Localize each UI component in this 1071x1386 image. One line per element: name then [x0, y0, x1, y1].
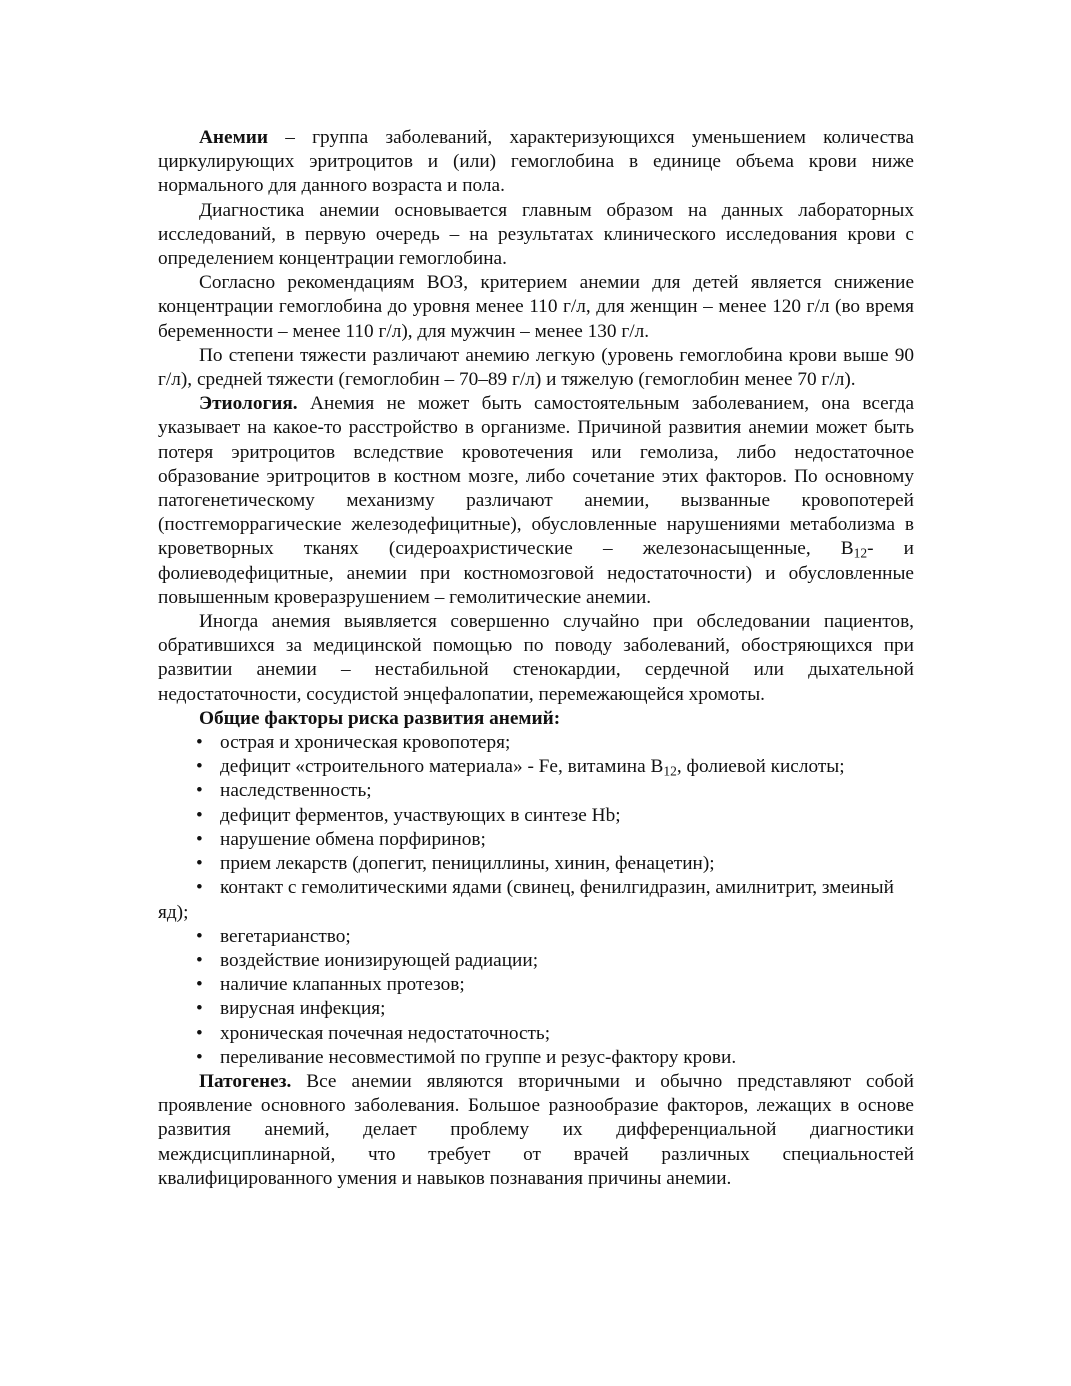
- list-item-text: переливание несовместимой по группе и резус-фактору крови.: [220, 1046, 737, 1068]
- term-etiology: Этиология.: [199, 393, 298, 415]
- list-item-text: дефицит «строительного материала» - Fe, витамина B: [220, 756, 664, 778]
- list-item-text: наследственность;: [220, 780, 372, 802]
- list-item-text: нарушение обмена порфиринов;: [220, 828, 486, 850]
- list-item-text: вирусная инфекция;: [220, 998, 386, 1020]
- list-item: [158, 804, 914, 828]
- list-item: [158, 925, 914, 949]
- list-item: [158, 731, 914, 755]
- paragraph-diagnostics: Диагностика анемии основывается главным образом на данных лабораторных исследований, в первую очередь – на результатах клинического исследования крови с определением концентрации гемоглобина.: [158, 199, 914, 270]
- bullet-icon: •: [196, 853, 203, 875]
- list-item: [158, 973, 914, 997]
- list-item-text: наличие клапанных протезов;: [220, 974, 465, 996]
- subscript: 12: [663, 763, 677, 779]
- paragraph-text: - и фолиеводефицитные, анемии при костномозговой недостаточности) и обусловленные повышенным кроверазрушением – гемолитические анемии.: [158, 538, 914, 608]
- paragraph-etiology: [158, 392, 914, 610]
- list-item-text: прием лекарств (допегит, пенициллины, хинин, фенацетин);: [220, 853, 715, 875]
- document-page: [158, 126, 914, 1191]
- paragraph-pathogenesis: [158, 1070, 914, 1191]
- list-item-text: хроническая почечная недостаточность;: [220, 1022, 551, 1044]
- list-item: [158, 1046, 914, 1070]
- bullet-icon: •: [196, 998, 203, 1020]
- list-item-text: контакт с гемолитическими ядами (свинец, фенилгидразин, амилнитрит, змеиный яд);: [158, 877, 894, 923]
- paragraph-who-criteria: Согласно рекомендациям ВОЗ, критерием анемии для детей является снижение концентрации гемоглобина до уровня менее 110 г/л, для женщин – менее 120 г/л (во время беременности – менее 110 г/л), для мужчин – менее 130 г/л.: [158, 272, 914, 342]
- list-item: [158, 997, 914, 1021]
- list-item-text: , фолиевой кислоты;: [676, 756, 845, 778]
- list-item: [158, 949, 914, 973]
- bullet-icon: •: [196, 732, 203, 754]
- list-item: [158, 852, 914, 876]
- risk-factors-list: [158, 731, 914, 1070]
- bullet-icon: •: [196, 828, 203, 850]
- paragraph-incidental-detection: Иногда анемия выявляется совершенно случайно при обследовании пациентов, обратившихся за медицинской помощью по поводу заболеваний, обостряющихся при развитии анемии – нестабильной стенокардии, сердечной или дыхательной недостаточности, сосудистой энцефалопатии, перемежающейся хромоты.: [158, 611, 914, 705]
- paragraph-text: – группа заболеваний, характеризующихся уменьшением количества циркулирующих эритроцитов и (или) гемоглобина в единице объема крови ниже нормального для данного возраста и пола.: [158, 127, 914, 197]
- bullet-icon: •: [196, 877, 203, 899]
- bullet-icon: •: [196, 756, 203, 778]
- paragraph-text: Анемия не может быть самостоятельным заболеванием, она всегда указывает на какое-то расстройство в организме. Причиной развития анемии может быть потеря эритроцитов вследствие кровотечения или гемолиза, либо недостаточное образование эритроцитов в костном мозге, либо сочетание этих факторов. По основному патогенетическому механизму различают анемии, вызванные кровопотерей (постгеморрагические железодефицитные), обусловленные нарушениями метаболизма в кроветворных тканях (сидероахристические – железонасыщенные, B: [158, 393, 914, 560]
- list-item: [158, 755, 914, 779]
- list-item-text: острая и хроническая кровопотеря;: [220, 732, 511, 754]
- risk-factors-heading: Общие факторы риска развития анемий:: [199, 707, 561, 729]
- list-item-text: дефицит ферментов, участвующих в синтезе Hb;: [220, 804, 621, 826]
- bullet-icon: •: [196, 780, 203, 802]
- paragraph-anemia-definition: [158, 126, 914, 199]
- list-item: [158, 779, 914, 803]
- paragraph-text: Все анемии являются вторичными и обычно представляют собой проявление основного заболевания. Большое разнообразие факторов, лежащих в основе развития анемий, делает проблему их дифференциальной диагностики междисциплинарной, что требует от врачей различных специальностей квалифицированного умения и навыков познавания причины анемии.: [158, 1070, 914, 1189]
- bullet-icon: •: [196, 1022, 203, 1044]
- bullet-icon: •: [196, 949, 203, 971]
- paragraph-severity: По степени тяжести различают анемию легкую (уровень гемоглобина крови выше 90 г/л), средней тяжести (гемоглобин – 70–89 г/л) и тяжелую (гемоглобин менее 70 г/л).: [158, 344, 914, 391]
- bullet-icon: •: [196, 804, 203, 826]
- bullet-icon: •: [196, 925, 203, 947]
- term-pathogenesis: Патогенез.: [199, 1070, 292, 1092]
- term-anemia: Анемии: [199, 127, 268, 148]
- list-item: [158, 1022, 914, 1046]
- list-item-text: воздействие ионизирующей радиации;: [220, 949, 539, 971]
- list-item: [158, 828, 914, 852]
- bullet-icon: •: [196, 974, 203, 996]
- list-item: [158, 876, 914, 924]
- subscript: 12: [853, 545, 868, 561]
- list-item-text: вегетарианство;: [220, 925, 351, 947]
- bullet-icon: •: [196, 1046, 203, 1068]
